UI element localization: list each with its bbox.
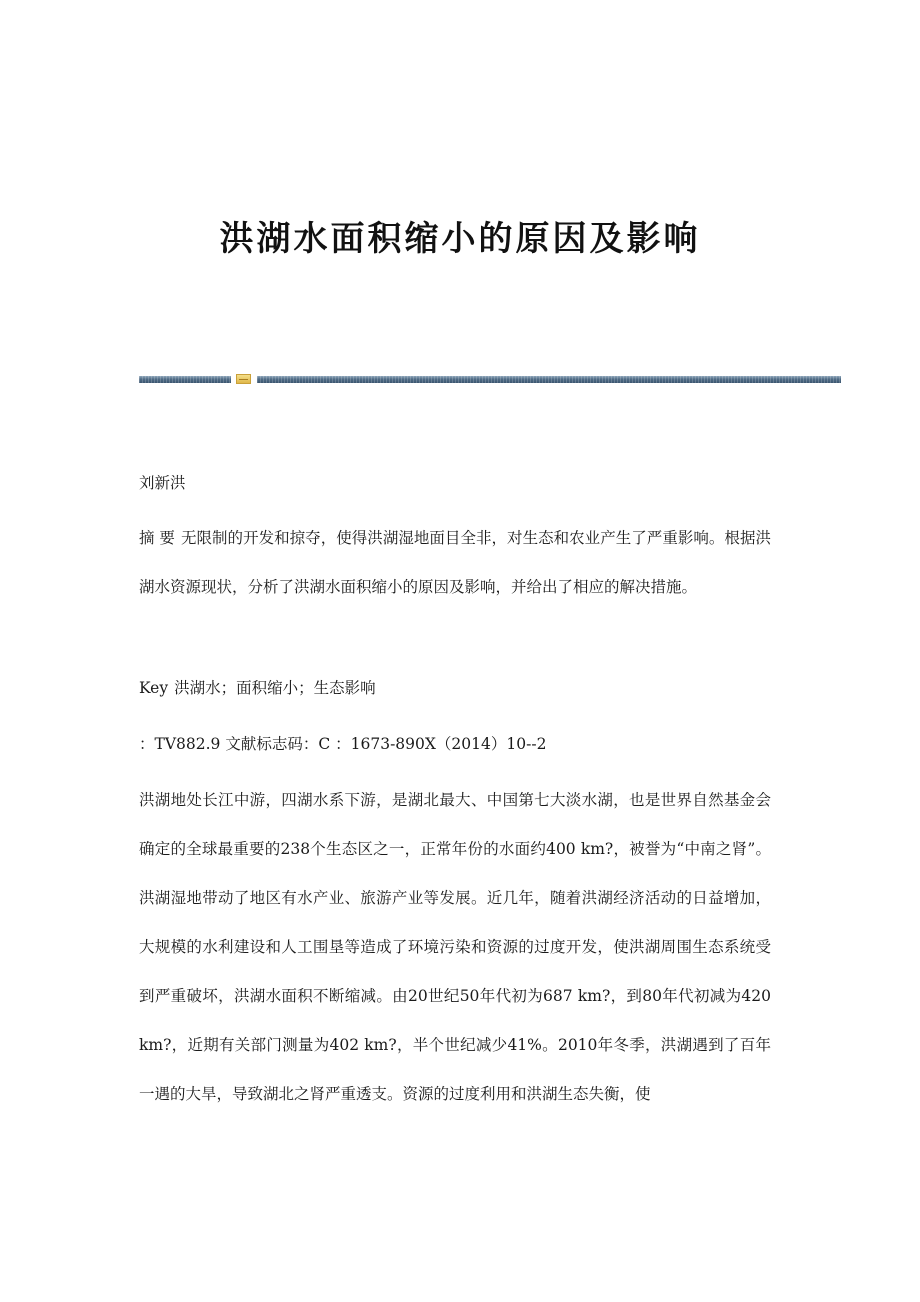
abstract-label: 摘 要	[139, 529, 175, 547]
body-paragraph: 洪湖地处长江中游，四湖水系下游，是湖北最大、中国第七大淡水湖，也是世界自然基金会确定的全球最重要的238个生态区之一，正常年份的水面约400 km?，被誉为“中南之肾”。洪湖湿地带动了地区有水产业、旅游产业等发展。近几年，随着洪湖经济活动的日益增加，大规模的水利建设和人工围垦等造成了环境污染和资源的过度开发，使洪湖周围生态系统受到严重破坏，洪湖水面积不断缩减。由20世纪50年代初为687 km?，到80年代初减为420 km?，近期有关部门测量为402 km?，半个世纪减少41%。2010年冬季，洪湖遇到了百年一遇的大旱，导致湖北之肾严重透支。资源的过度利用和洪湖生态失衡，使	[139, 791, 771, 1103]
keywords	[139, 664, 771, 713]
divider-left-segment	[139, 376, 231, 383]
abstract	[139, 514, 771, 612]
keywords-text: 洪湖水；面积缩小；生态影响	[174, 679, 376, 697]
abstract-text: 无限制的开发和掠夺，使得洪湖湿地面目全非，对生态和农业产生了严重影响。根据洪湖水资源现状，分析了洪湖水面积缩小的原因及影响，并给出了相应的解决措施。	[139, 529, 771, 596]
divider-badge-icon	[236, 374, 251, 384]
divider-right-segment	[257, 376, 841, 383]
keywords-label: Key	[139, 679, 169, 697]
title-divider	[139, 374, 841, 384]
author-name: 刘新洪	[139, 474, 186, 492]
page-title: 洪湖水面积缩小的原因及影响	[219, 219, 701, 259]
classification-line: ：TV882.9 文献标志码：C ：1673-890X（2014）10--2	[139, 735, 547, 753]
